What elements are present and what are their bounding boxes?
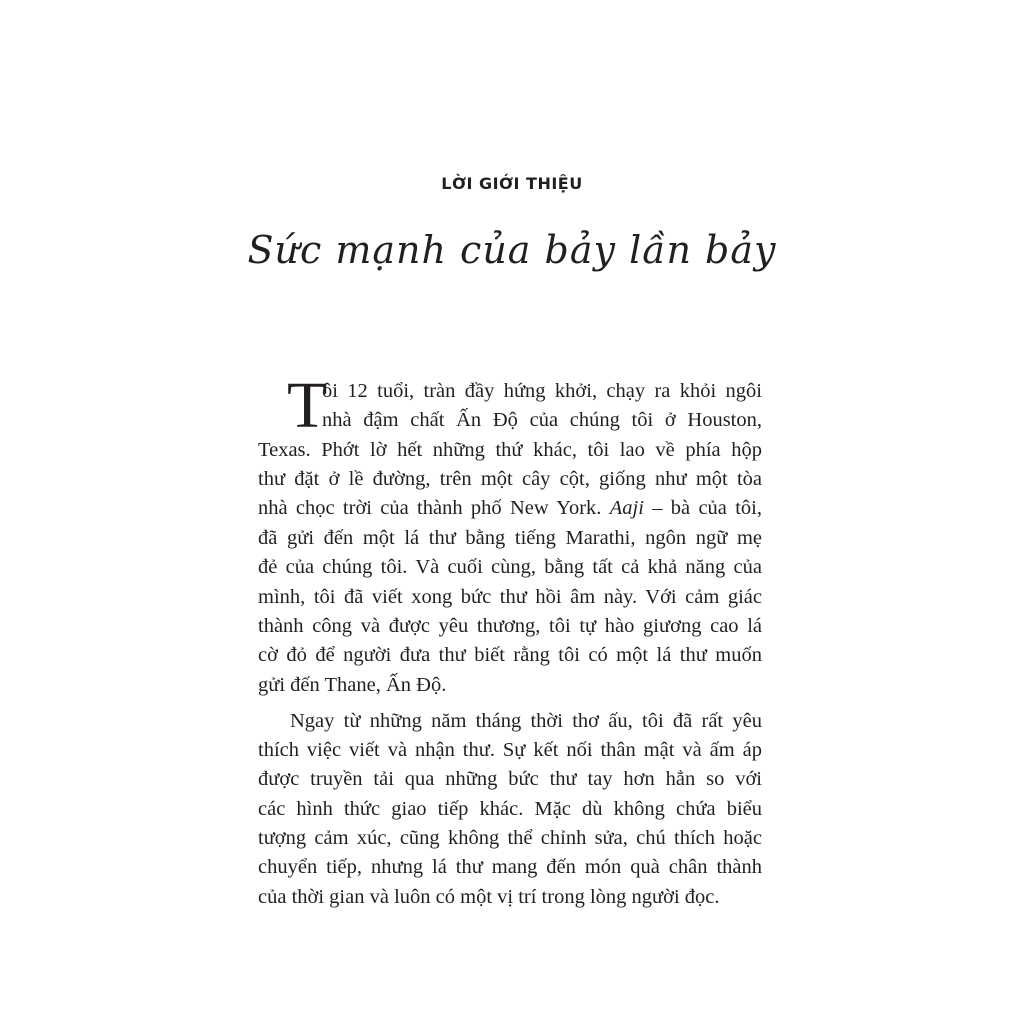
text-line — [258, 496, 762, 520]
text-line: của thời gian và luôn có một vị trí trong lòng người đọc. — [258, 886, 720, 908]
chapter-title: Sức mạnh của bảy lần bảy — [247, 228, 777, 272]
text-line: thư đặt ở lề đường, trên một cây cột, giống như một tòa — [258, 468, 762, 490]
text-line: đẻ của chúng tôi. Và cuối cùng, bằng tất cả khả năng của — [258, 556, 762, 578]
text-line: được truyền tải qua những bức thư tay hơn hẳn so với — [258, 768, 762, 790]
text-segment: – bà của tôi, — [643, 497, 762, 519]
text-line: mình, tôi đã viết xong bức thư hồi âm này. Với cảm giác — [258, 586, 762, 608]
text-line: thành công và được yêu thương, tôi tự hào giương cao lá — [258, 615, 762, 637]
text-line: Texas. Phớt lờ hết những thứ khác, tôi lao về phía hộp — [258, 439, 762, 461]
italic-word: Aaji — [609, 497, 644, 519]
text-line: tượng cảm xúc, cũng không thể chỉnh sửa, chú thích hoặc — [258, 827, 762, 849]
drop-cap: T — [287, 369, 328, 442]
text-segment: nhà chọc trời của thành phố New York. — [258, 497, 602, 519]
text-line: nhà đậm chất Ấn Độ của chúng tôi ở Houston, — [322, 409, 762, 431]
text-line: thích việc viết và nhận thư. Sự kết nối thân mật và ấm áp — [258, 739, 762, 761]
text-line: đã gửi đến một lá thư bằng tiếng Marathi, ngôn ngữ mẹ — [258, 527, 762, 549]
text-line: Ngay từ những năm tháng thời thơ ấu, tôi đã rất yêu — [290, 710, 762, 732]
text-line: gửi đến Thane, Ấn Độ. — [258, 674, 447, 696]
chapter-label: LỜI GIỚI THIỆU — [441, 174, 583, 193]
text-line: cờ đỏ để người đưa thư biết rằng tôi có một lá thư muốn — [258, 644, 762, 666]
text-line: các hình thức giao tiếp khác. Mặc dù không chứa biểu — [258, 798, 762, 820]
text-line: chuyển tiếp, nhưng lá thư mang đến món quà chân thành — [258, 856, 762, 878]
text-line: ôi 12 tuổi, tràn đầy hứng khởi, chạy ra khỏi ngôi — [322, 380, 762, 402]
